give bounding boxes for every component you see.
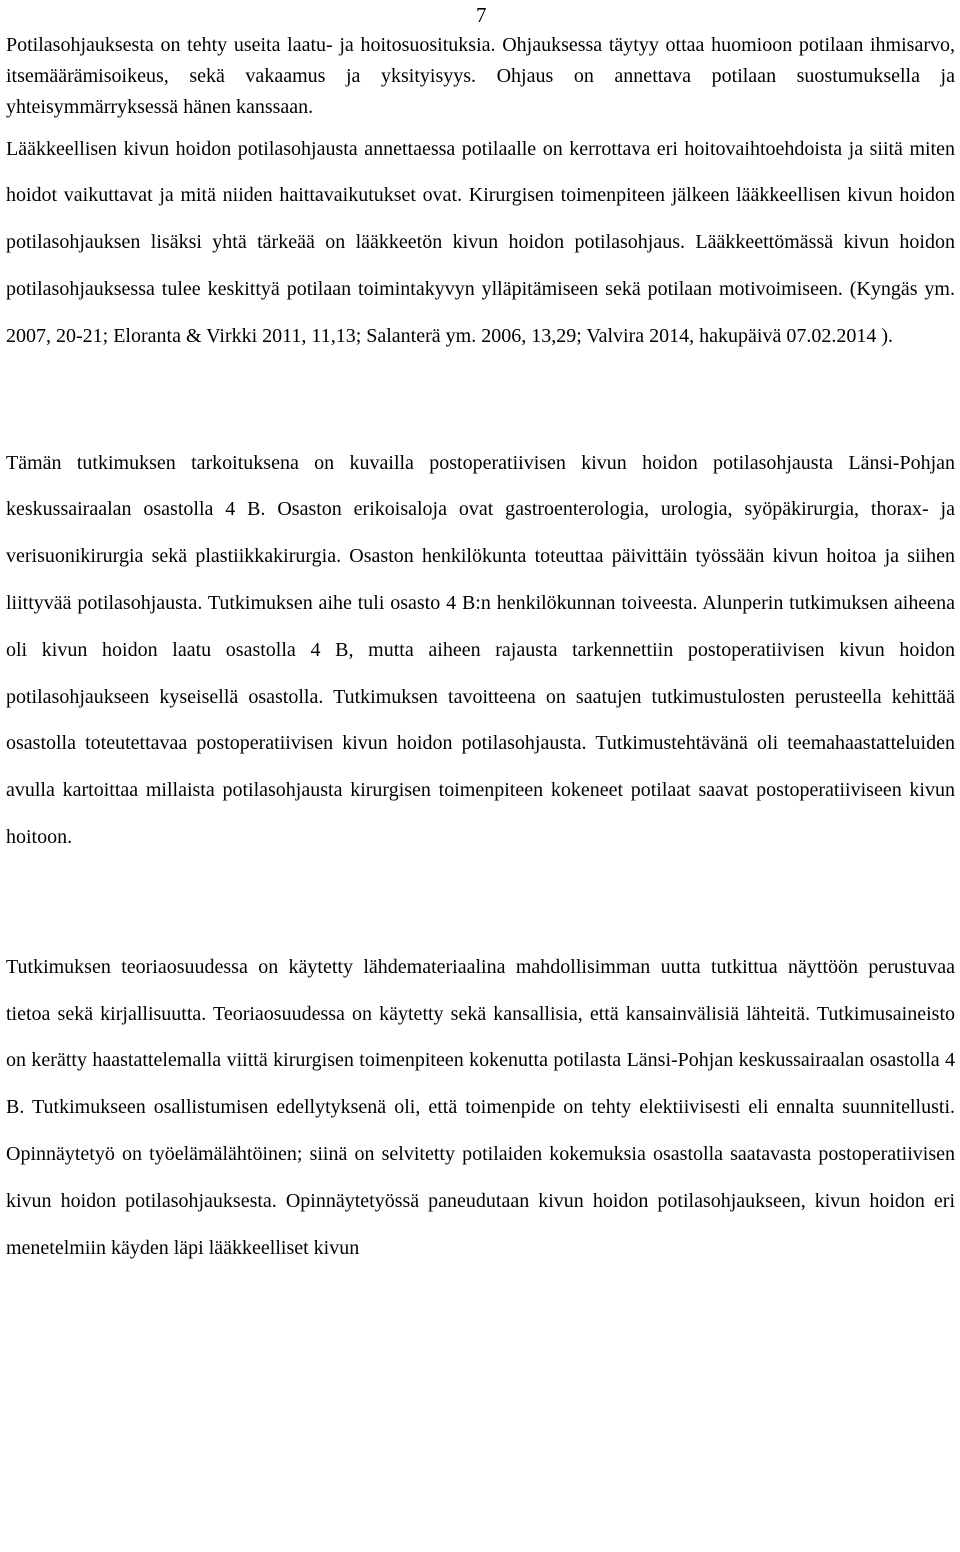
page-number: 7 <box>476 3 487 27</box>
paragraph-intro: Potilasohjauksesta on tehty useita laatu- ja hoitosuosituksia. Ohjauksessa täytyy ottaa huomioon potilaan ihmisarvo, itsemäärämisoikeus, sekä vakaamus ja yksityisyys. Ohjaus on annettava potilaan suostumuksella ja yhteisymmärryksessä hänen kanssaan. <box>6 34 955 119</box>
paragraph-pain-medication: Lääkkeellisen kivun hoidon potilasohjausta annettaessa potilaalle on kerrottava eri hoitovaihtoehdoista ja siitä miten hoidot vaikuttavat ja mitä niiden haittavaikutukset ovat. Kirurgisen toimenpiteen jälkeen lääkkeellisen kivun hoidon potilasohjauksen lisäksi yhtä tärkeää on lääkkeetön kivun hoidon potilasohjaus. Lääkkeettömässä kivun hoidon potilasohjauksessa tulee keskittyä potilaan toimintakyvyn ylläpitämiseen sekä potilaan motivoimiseen. (Kyngäs ym. 2007, 20-21; Eloranta & Virkki 2011, 11,13; Salanterä ym. 2006, 13,29; Valvira 2014, hakupäivä 07.02.2014 ). <box>6 137 955 347</box>
document-body <box>6 30 955 1271</box>
paragraph-theory-section: Tutkimuksen teoriaosuudessa on käytetty lähdemateriaalina mahdollisimman uutta tutkittua näyttöön perustuvaa tietoa sekä kirjallisuutta. Teoriaosuudessa on käytetty sekä kansallisia, että kansainvälisiä lähteitä. Tutkimusaineisto on kerätty haastattelemalla viittä kirurgisen toimenpiteen kokenutta potilasta Länsi-Pohjan keskussairaalan osastolla 4 B. Tutkimukseen osallistumisen edellytyksenä oli, että toimenpide on tehty elektiivisesti eli ennalta suunnitellusti. Opinnäytetyö on työelämälähtöinen; siinä on selvitetty potilaiden kokemuksia osastolla saatavasta postoperatiivisen kivun hoidon potilasohjauksesta. Opinnäytetyössä paneudutaan kivun hoidon potilasohjaukseen, kivun hoidon eri menetelmiin käyden läpi lääkkeelliset kivun <box>6 955 955 1259</box>
paragraph-spacer <box>6 360 955 440</box>
paragraph-study-purpose: Tämän tutkimuksen tarkoituksena on kuvailla postoperatiivisen kivun hoidon potilasohjausta Länsi-Pohjan keskussairaalan osastolla 4 B. Osaston erikoisaloja ovat gastroenterologia, urologia, syöpäkirurgia, thorax- ja verisuonikirurgia sekä plastiikkakirurgia. Osaston henkilökunta toteuttaa päivittäin työssään kivun hoitoa ja siihen liittyvää potilasohjausta. Tutkimuksen aihe tuli osasto 4 B:n henkilökunnan toiveesta. Alunperin tutkimuksen aiheena oli kivun hoidon laatu osastolla 4 B, mutta aiheen rajausta tarkennettiin postoperatiivisen kivun hoidon potilasohjaukseen kyseisellä osastolla. Tutkimuksen tavoitteena on saatujen tutkimustulosten perusteella kehittää osastolla toteutettavaa postoperatiivisen kivun hoidon potilasohjausta. Tutkimustehtävänä oli teemahaastatteluiden avulla kartoittaa millaista potilasohjausta kirurgisen toimenpiteen kokeneet potilaat saavat postoperatiiviseen kivun hoitoon. <box>6 451 955 848</box>
paragraph-spacer <box>6 861 955 944</box>
